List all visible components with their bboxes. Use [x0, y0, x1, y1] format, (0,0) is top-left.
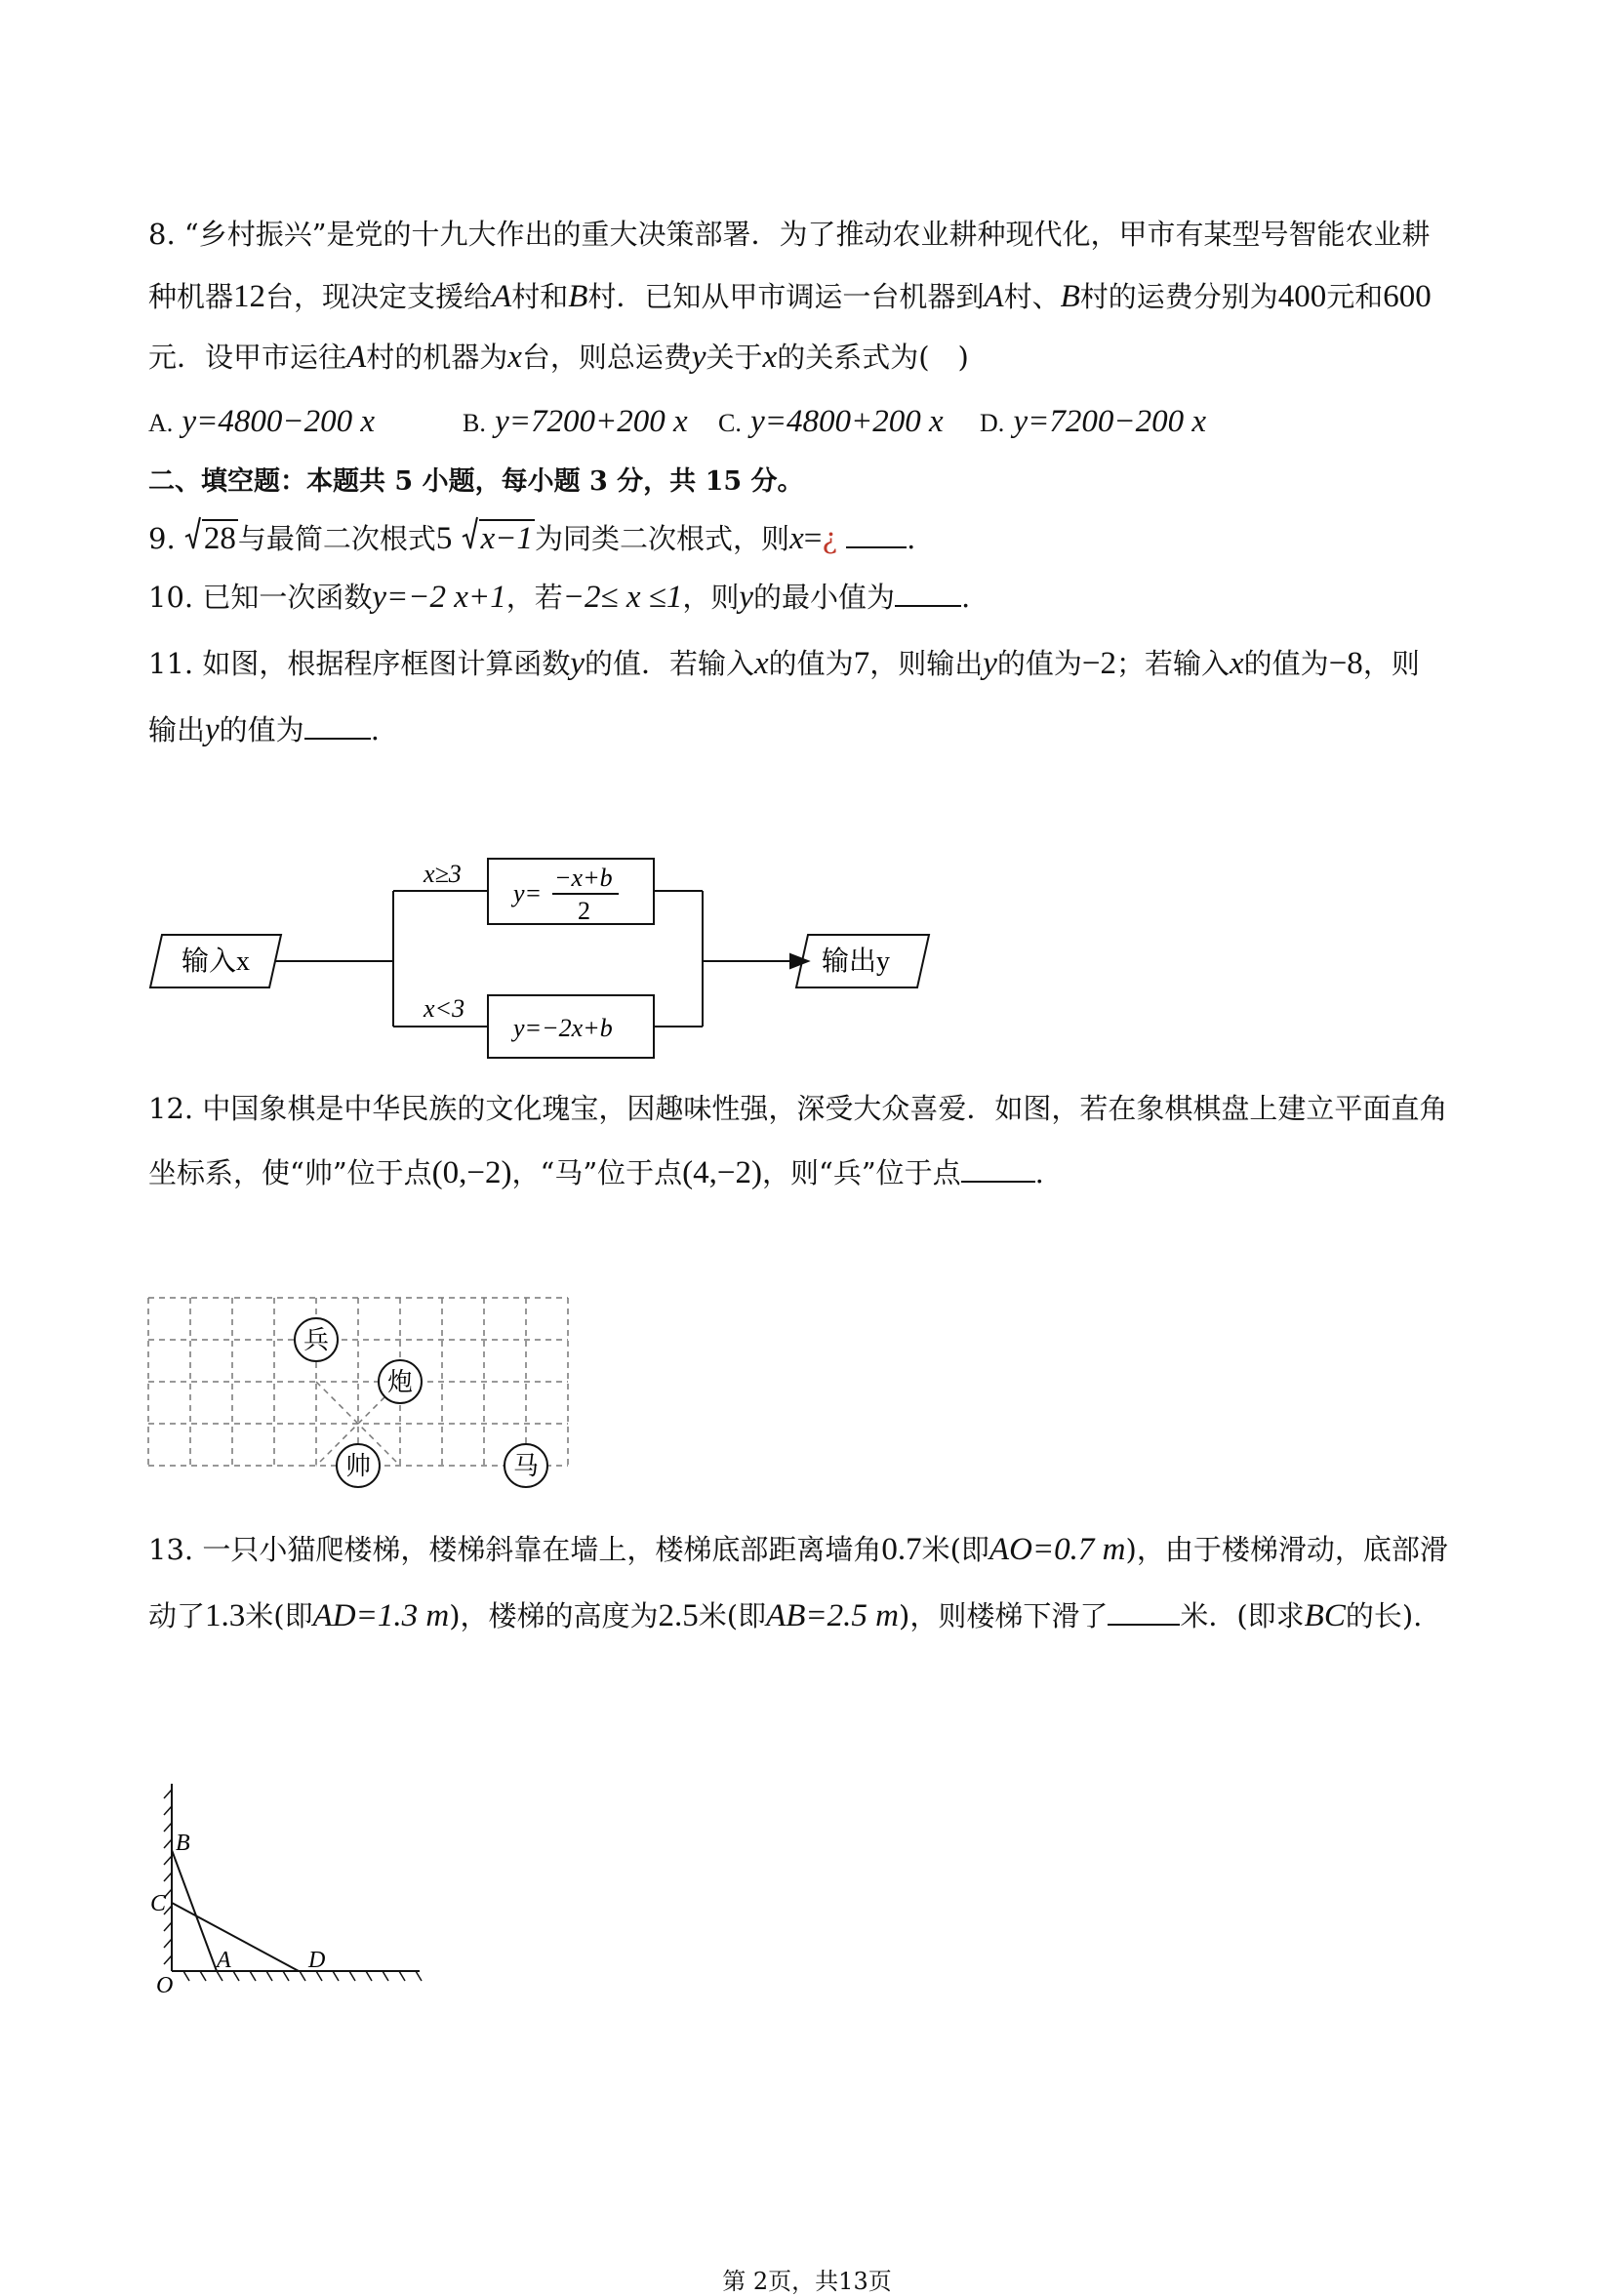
top-numerator: −x+b — [554, 864, 613, 892]
option-a[interactable]: A. y=4800−200 x — [148, 404, 376, 439]
ground-hatch — [283, 1971, 289, 1981]
input-label: 输入x — [182, 947, 251, 977]
ma-label: 马 — [512, 1452, 540, 1480]
ground-hatch — [349, 1971, 355, 1981]
ground-hatch — [250, 1971, 256, 1981]
wall-hatch — [164, 1839, 172, 1848]
ground-hatch — [383, 1971, 388, 1981]
q8-line2: 种机器12台，现决定支援给A村和B村．已知从甲市调运一台机器到A村、B村的运费分别为400元和600 — [148, 279, 1432, 314]
answer-blank[interactable] — [895, 578, 961, 607]
ground-hatch — [333, 1971, 339, 1981]
label-d: D — [308, 1948, 326, 1973]
q8-options — [148, 402, 1514, 441]
answer-blank[interactable] — [1108, 1596, 1180, 1626]
label-c: C — [150, 1891, 167, 1916]
ground-hatch — [200, 1971, 206, 1981]
top-lhs: y= — [513, 879, 543, 907]
page-footer: 第 2页，共13页 — [722, 2268, 892, 2295]
wall-hatch — [164, 1873, 172, 1881]
wall-hatch — [164, 1922, 172, 1931]
q10: 10. 已知一次函数y=−2 x+1，若−2≤ x ≤1，则y的最小值为 . — [148, 580, 971, 615]
bing-label: 兵 — [303, 1326, 330, 1354]
wall-hatch — [164, 1790, 172, 1798]
answer-blank[interactable] — [846, 519, 907, 548]
ground-hatch — [399, 1971, 405, 1981]
chess-board — [144, 1288, 584, 1493]
ground-hatch — [233, 1971, 239, 1981]
wall-hatch — [164, 1939, 172, 1948]
sqrt-x-1: x−1 — [462, 519, 535, 558]
label-b: B — [176, 1831, 190, 1856]
shuai-label: 帅 — [344, 1452, 372, 1480]
q12-line1: 12. 中国象棋是中华民族的文化瑰宝，因趣味性强，深受大众喜爱．如图，若在象棋棋盘上建立平面直角 — [148, 1092, 1448, 1125]
section-heading: 二、填空题：本题共 5 小题，每小题 3 分，共 15 分。 — [148, 466, 804, 497]
q11-line1: 11. 如图，根据程序框图计算函数y的值．若输入x的值为7，则输出y的值为−2；若输入x的值为−8，则 — [148, 646, 1420, 681]
ground-hatch — [266, 1971, 272, 1981]
q13-line2: 动了1.3米(即AD=1.3 m)，楼梯的高度为2.5米(即AB=2.5 m)，则楼梯下滑了 米．(即求BC的长). — [148, 1598, 1423, 1633]
q9: 9. 28与最简二次根式5 x−1为同类二次根式，则x=¿ . — [148, 519, 915, 558]
cond-top: x≥3 — [424, 860, 462, 888]
option-d[interactable]: D. y=7200−200 x — [980, 404, 1207, 439]
pao-label: 炮 — [386, 1368, 414, 1396]
ground-hatch — [300, 1971, 305, 1981]
answer-blank[interactable] — [304, 710, 371, 740]
option-b[interactable]: B. y=7200+200 x — [463, 404, 688, 439]
ground-hatch — [416, 1971, 422, 1981]
top-denominator: 2 — [578, 897, 590, 925]
wall-hatch — [164, 1806, 172, 1815]
sqrt-28: 28 — [184, 519, 238, 558]
q11-line2: 输出y的值为 . — [148, 712, 380, 747]
ground-hatch — [183, 1971, 189, 1981]
bottom-formula: y=−2x+b — [513, 1014, 613, 1042]
q8-line3: 元．设甲市运往A村的机器为x台，则总运费y关于x的关系式为( ) — [148, 340, 969, 375]
wall-hatch — [164, 1955, 172, 1964]
ladder-after — [172, 1903, 299, 1971]
output-label: 输出y — [822, 947, 891, 977]
q8-line1: 8. “乡村振兴”是党的十九大作出的重大决策部署．为了推动农业耕种现代化，甲市有某型号智能农业耕 — [148, 218, 1431, 251]
q13-line1: 13. 一只小猫爬楼梯，楼梯斜靠在墙上，楼梯底部距离墙角0.7米(即AO=0.7 m)，由于楼梯滑动，底部滑 — [148, 1532, 1448, 1567]
wall-hatch — [164, 1856, 172, 1865]
cond-bottom: x<3 — [424, 994, 465, 1023]
option-c[interactable]: C. y=4800+200 x — [718, 404, 944, 439]
ladder-before — [172, 1850, 217, 1971]
q12-line2: 坐标系，使“帅”位于点(0,−2)，“马”位于点(4,−2)，则“兵”位于点 . — [148, 1155, 1044, 1190]
answer-blank[interactable] — [961, 1153, 1035, 1183]
flowchart — [144, 849, 945, 1073]
wall-hatch — [164, 1823, 172, 1832]
ladder-diagram — [137, 1776, 449, 2010]
ground-hatch — [366, 1971, 372, 1981]
label-a: A — [217, 1948, 231, 1973]
label-o: O — [156, 1973, 174, 1998]
